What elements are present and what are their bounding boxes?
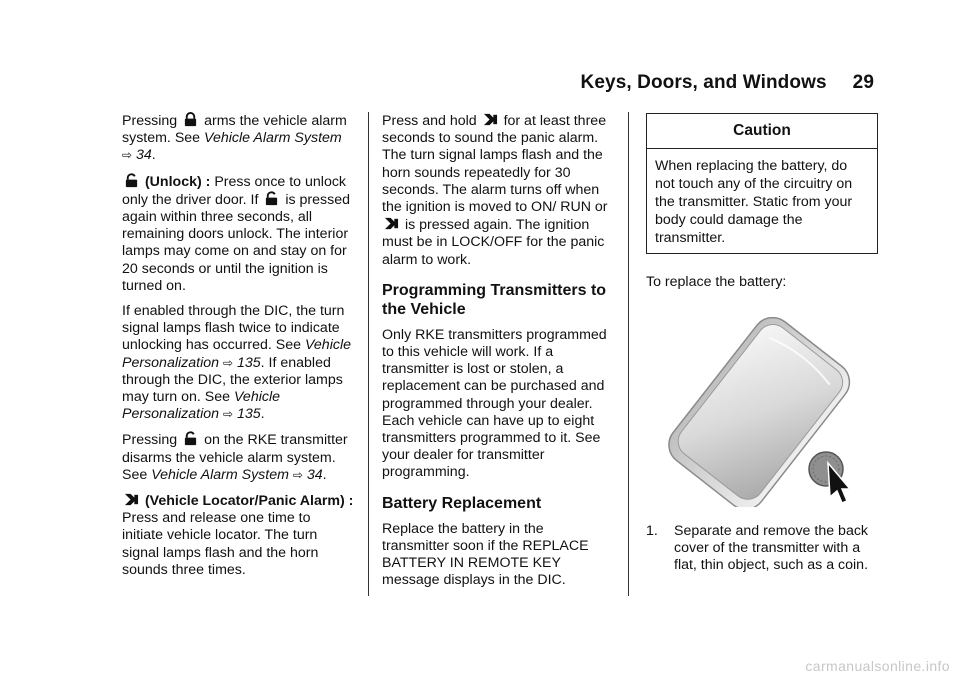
column-divider-2	[628, 112, 629, 596]
caution-box	[646, 113, 878, 254]
xref-page[interactable]: 34	[306, 466, 323, 483]
caution-title: Caution	[647, 114, 877, 149]
page-ref-arrow: ⇨	[222, 355, 234, 370]
locator-label: (Vehicle Locator/Panic Alarm) :	[144, 493, 354, 510]
replace-intro: To replace the battery:	[646, 274, 787, 291]
lock-paragraph: Pressing arms the vehicle alarm system. See Vehicle Alarm System ⇨ 34.	[122, 113, 347, 164]
lock-icon	[183, 112, 198, 127]
page-ref-arrow: ⇨	[292, 467, 303, 482]
panic-horn-icon	[124, 492, 139, 507]
page-number: 29	[852, 72, 874, 93]
dic-paragraph: If enabled through the DIC, the turn signal lamps flash twice to indicate unlocking has occurred. See Vehicle Personalization ⇨ 135. If enabled through the DIC, the exterior lamps may turn on. See Vehicle Personalization ⇨ 135.	[122, 303, 351, 423]
battery-heading: Battery Replacement	[382, 494, 542, 512]
programming-heading: Programming Transmitters to the Vehicle	[382, 281, 607, 318]
locator-paragraph: (Vehicle Locator/Panic Alarm) : Press and release one time to initiate vehicle locator. The turn signal lamps flash and the horn sounds three times.	[122, 493, 354, 578]
watermark-footer: carmanualsonline.info	[805, 658, 950, 674]
xref-vehicle-personalization[interactable]: Vehicle Personalization	[122, 389, 281, 423]
page-ref-arrow: ⇨	[222, 407, 234, 422]
panic-horn-icon	[384, 216, 399, 231]
panic-horn-icon	[483, 112, 498, 127]
step-text: Separate and remove the back cover of the transmitter with a flat, thin object, such as a coin.	[674, 522, 869, 574]
step-item	[646, 523, 878, 575]
unlock-icon	[264, 191, 279, 206]
xref-vehicle-personalization[interactable]: Vehicle Personalization	[122, 337, 351, 371]
panic-paragraph: Press and hold for at least three seconds to sound the panic alarm. The turn signal lamps flash and the horn sounds repeatedly for 30 seconds. The alarm turns off when the ignition is moved to ON/ RUN or is pressed again. The ignition must be in LOCK/OFF for the panic alarm to work.	[382, 113, 608, 268]
disarm-paragraph: Pressing on the RKE transmitter disarms the vehicle alarm system. See Vehicle Alarm System ⇨ 34.	[122, 432, 348, 483]
column-3	[646, 112, 878, 574]
xref-page[interactable]: 34	[136, 147, 152, 164]
programming-paragraph: Only RKE transmitters programmed to this vehicle will work. If a transmitter is lost or stolen, a replacement can be purchased and programmed through your dealer. Each vehicle can have up to eight transmitters programmed to it. See your dealer for transmitter programming.	[382, 326, 607, 481]
battery-paragraph: Replace the battery in the transmitter soon if the REPLACE BATTERY IN REMOTE KEY message displays in the DIC.	[382, 520, 589, 589]
xref-page[interactable]: 135	[236, 354, 261, 371]
caution-text: When replacing the battery, do not touch any of the circuitry on the transmitter. Static from your body could damage the transmitter.	[655, 158, 853, 247]
unlock-icon	[124, 173, 139, 188]
column-2	[382, 112, 612, 597]
unlock-paragraph: (Unlock) : Press once to unlock only the driver door. If is pressed again within three seconds, all remaining doors unlock. The interior lamps may come on and stay on for 20 seconds or until the ignition is turned on.	[122, 173, 351, 294]
xref-vehicle-alarm[interactable]: Vehicle Alarm System	[204, 130, 342, 147]
page-ref-arrow: ⇨	[122, 148, 133, 163]
xref-page[interactable]: 135	[236, 406, 261, 423]
column-divider-1	[368, 112, 369, 596]
section-title: Keys, Doors, and Windows	[580, 72, 827, 93]
step-number: 1.	[646, 522, 658, 539]
transmitter-illustration	[664, 317, 854, 507]
page-header	[581, 72, 874, 94]
column-1	[122, 112, 354, 587]
xref-vehicle-alarm[interactable]: Vehicle Alarm System	[151, 466, 289, 483]
unlock-icon	[183, 431, 198, 446]
unlock-label: (Unlock) :	[144, 173, 211, 190]
